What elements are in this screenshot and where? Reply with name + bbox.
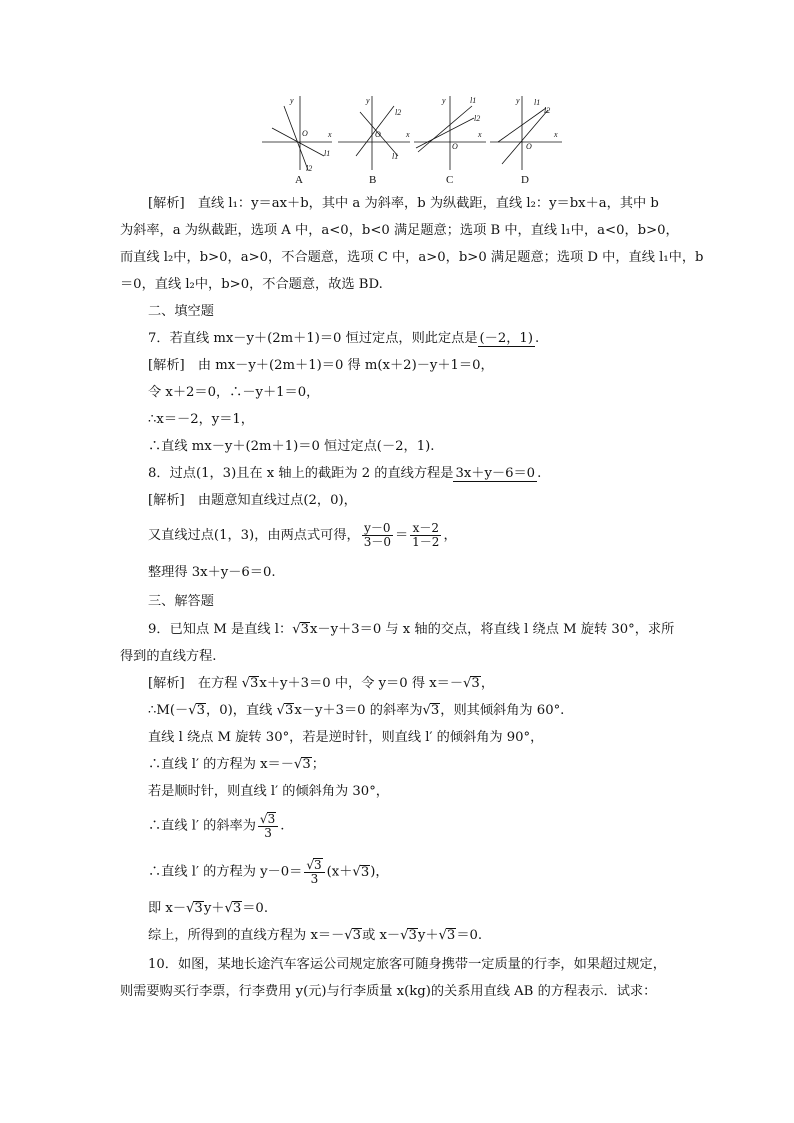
q7-step-2: 令 x＋2＝0，∴－y＋1＝0， (148, 385, 320, 400)
l2-label: l2 (474, 114, 481, 123)
q8-question (148, 464, 718, 484)
q9-step-4: ∴直线 l′ 的方程为 x＝－√3； (148, 757, 325, 772)
q7-step-3: ∴x＝－2，y＝1， (148, 412, 254, 427)
y-label: y (442, 96, 446, 105)
q9-step-6: ∴直线 l′ 的斜率为 $\frac{√3}{3}$ . (148, 812, 285, 840)
q9-step-8: 即 x－√3y＋√3＝0. (148, 901, 269, 916)
q8-question-end: . (537, 466, 542, 481)
l2-label: l2 (306, 164, 313, 173)
q9-step-3: 直线 l 绕点 M 旋转 30°，若是逆时针，则直线 l′ 的倾斜角为 90°， (148, 730, 544, 745)
l1-label: l1 (534, 98, 541, 107)
l2-label: l2 (395, 108, 402, 117)
origin-label: O (302, 129, 308, 138)
q7-answer: (－2，1) (479, 331, 533, 346)
l1-label: l1 (324, 149, 331, 158)
l1-label: l1 (392, 152, 399, 161)
x-label: x (478, 130, 482, 139)
q6-analysis-line-2: 为斜率，a 为纵截距，选项 A 中，a<0，b<0 满足题意；选项 B 中，直线 l₁中，a<0，b>0， (120, 223, 679, 238)
q8-step-2: 又直线过点(1，3)，由两点式可得， $\frac{y-0}{3-0}$ ＝ $\frac{x-2}{1-2}$ ， (148, 521, 457, 549)
q9-conclusion: 综上，所得到的直线方程为 x＝－√3或 x－√3y＋√3＝0. (148, 928, 483, 943)
q9-question-line-1: 9．已知点 M 是直线 l：√3x－y＋3＝0 与 x 轴的交点，将直线 l 绕点 M 旋转 30°，求所 (148, 622, 675, 637)
q7-question-text: 7．若直线 mx－y＋(2m＋1)＝0 恒过定点，则此定点是 (148, 331, 478, 346)
section-solve-title: 三、解答题 (148, 594, 214, 609)
y-label: y (366, 96, 370, 105)
q7-question (148, 329, 718, 349)
origin-label: O (526, 142, 532, 151)
x-label: x (554, 130, 558, 139)
q7-step-4: ∴直线 mx－y＋(2m＋1)＝0 恒过定点(－2，1). (148, 439, 435, 454)
l2-label: l2 (544, 106, 551, 115)
figure-label-c: C (446, 174, 454, 186)
q7-question-end: . (534, 331, 540, 346)
figure-label-b: B (369, 174, 377, 186)
y-label: y (516, 96, 520, 105)
q9-step-1: [解析] 在方程 √3x＋y＋3＝0 中，令 y＝0 得 x＝－√3， (148, 676, 494, 691)
q8-answer: 3x＋y－6＝0 (455, 466, 536, 481)
origin-label: O (375, 130, 381, 139)
q9-step-5: 若是顺时针，则直线 l′ 的倾斜角为 30°， (148, 784, 389, 799)
x-label: x (406, 130, 410, 139)
q6-analysis-line-1: [解析] 直线 l₁：y＝ax＋b，其中 a 为斜率，b 为纵截距，直线 l₂：y＝bx＋a，其中 b (148, 196, 659, 211)
q9-question-line-2: 得到的直线方程. (120, 649, 217, 664)
fraction-1: $\frac{y-0}{3-0}$ (363, 521, 391, 549)
fraction-sqrt3-over-3: $\frac{√3}{3}$ (258, 812, 278, 840)
q8-step-2-text: 又直线过点(1，3)，由两点式可得， (148, 528, 360, 543)
q6-analysis-line-3: 而直线 l₂中，b>0，a>0，不合题意，选项 C 中，a>0，b>0 满足题意；选项 D 中，直线 l₁中，b (120, 250, 704, 265)
l1-label: l1 (470, 96, 477, 105)
q6-analysis-line-4: ＝0，直线 l₂中，b>0，不合题意，故选 BD. (120, 277, 383, 292)
q9-step-2: ∴M(－√3，0)，直线 √3x－y＋3＝0 的斜率为√3，则其倾斜角为 60°. (148, 703, 565, 718)
q10-line-1: 10．如图，某地长途汽车客运公司规定旅客可随身携带一定质量的行李，如果超过规定， (148, 957, 666, 972)
y-label: y (290, 96, 294, 105)
fraction-sqrt3-over-3: $\frac{√3}{3}$ (304, 858, 324, 886)
figure-label-d: D (521, 174, 529, 186)
origin-label: O (452, 142, 458, 151)
x-label: x (328, 130, 332, 139)
q9-step-7: ∴直线 l′ 的方程为 y－0＝ $\frac{√3}{3}$ (x＋√3)， (148, 858, 389, 886)
q10-line-2: 则需要购买行李票，行李费用 y(元)与行李质量 x(kg)的关系用直线 AB 的方程表示．试求： (120, 984, 657, 999)
fraction-2: $\frac{x-2}{1-2}$ (412, 521, 440, 549)
q8-question-text: 8．过点(1，3)且在 x 轴上的截距为 2 的直线方程是 (148, 466, 454, 481)
q7-step-1: [解析] 由 mx－y＋(2m＋1)＝0 得 m(x＋2)－y＋1＝0， (148, 358, 494, 373)
figure-label-a: A (295, 174, 303, 186)
q8-step-3: 整理得 3x＋y－6＝0. (148, 565, 276, 580)
q8-step-1: [解析] 由题意知直线过点(2，0)， (148, 493, 357, 508)
section-fill-in-title: 二、填空题 (148, 304, 214, 319)
